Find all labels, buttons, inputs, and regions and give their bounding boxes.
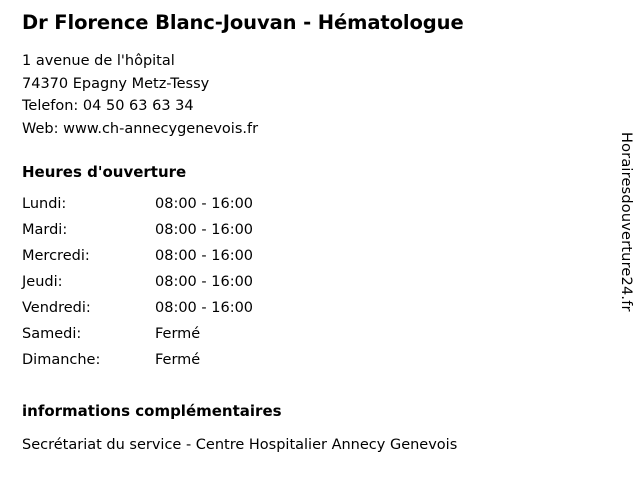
table-row	[22, 326, 253, 352]
day-label: Mardi:	[22, 222, 68, 238]
day-label: Jeudi:	[22, 274, 63, 290]
day-hours: 08:00 - 16:00	[155, 222, 254, 238]
day-hours: 08:00 - 16:00	[155, 274, 254, 290]
additional-info-text: Secrétariat du service - Centre Hospitalier Annecy Genevois	[22, 437, 458, 453]
opening-hours-table	[22, 196, 253, 378]
table-row	[22, 274, 253, 300]
day-hours: 08:00 - 16:00	[155, 248, 254, 264]
day-label: Samedi:	[22, 326, 82, 342]
day-label: Dimanche:	[22, 352, 101, 368]
additional-info-heading: informations complémentaires	[22, 402, 282, 420]
website-line: Web: www.ch-annecygenevois.fr	[22, 120, 259, 137]
table-row	[22, 248, 253, 274]
business-info-block	[22, 10, 592, 455]
page-title: Dr Florence Blanc-Jouvan - Hématologue	[22, 11, 464, 34]
day-label: Lundi:	[22, 196, 67, 212]
day-hours: 08:00 - 16:00	[155, 300, 254, 316]
address-line-1: 1 avenue de l'hôpital	[22, 53, 175, 69]
site-watermark: Horairesdouverture24.fr	[618, 132, 634, 312]
day-hours: 08:00 - 16:00	[155, 196, 254, 212]
day-hours: Fermé	[155, 352, 201, 368]
day-label: Mercredi:	[22, 248, 90, 264]
table-row	[22, 196, 253, 222]
address-line-2: 74370 Epagny Metz-Tessy	[22, 75, 210, 92]
table-row	[22, 352, 253, 378]
table-row	[22, 300, 253, 326]
day-label: Vendredi:	[22, 300, 91, 316]
opening-hours-heading: Heures d'ouverture	[22, 163, 187, 181]
day-hours: Fermé	[155, 326, 201, 342]
table-row	[22, 222, 253, 248]
phone-line: Telefon: 04 50 63 63 34	[22, 98, 194, 114]
